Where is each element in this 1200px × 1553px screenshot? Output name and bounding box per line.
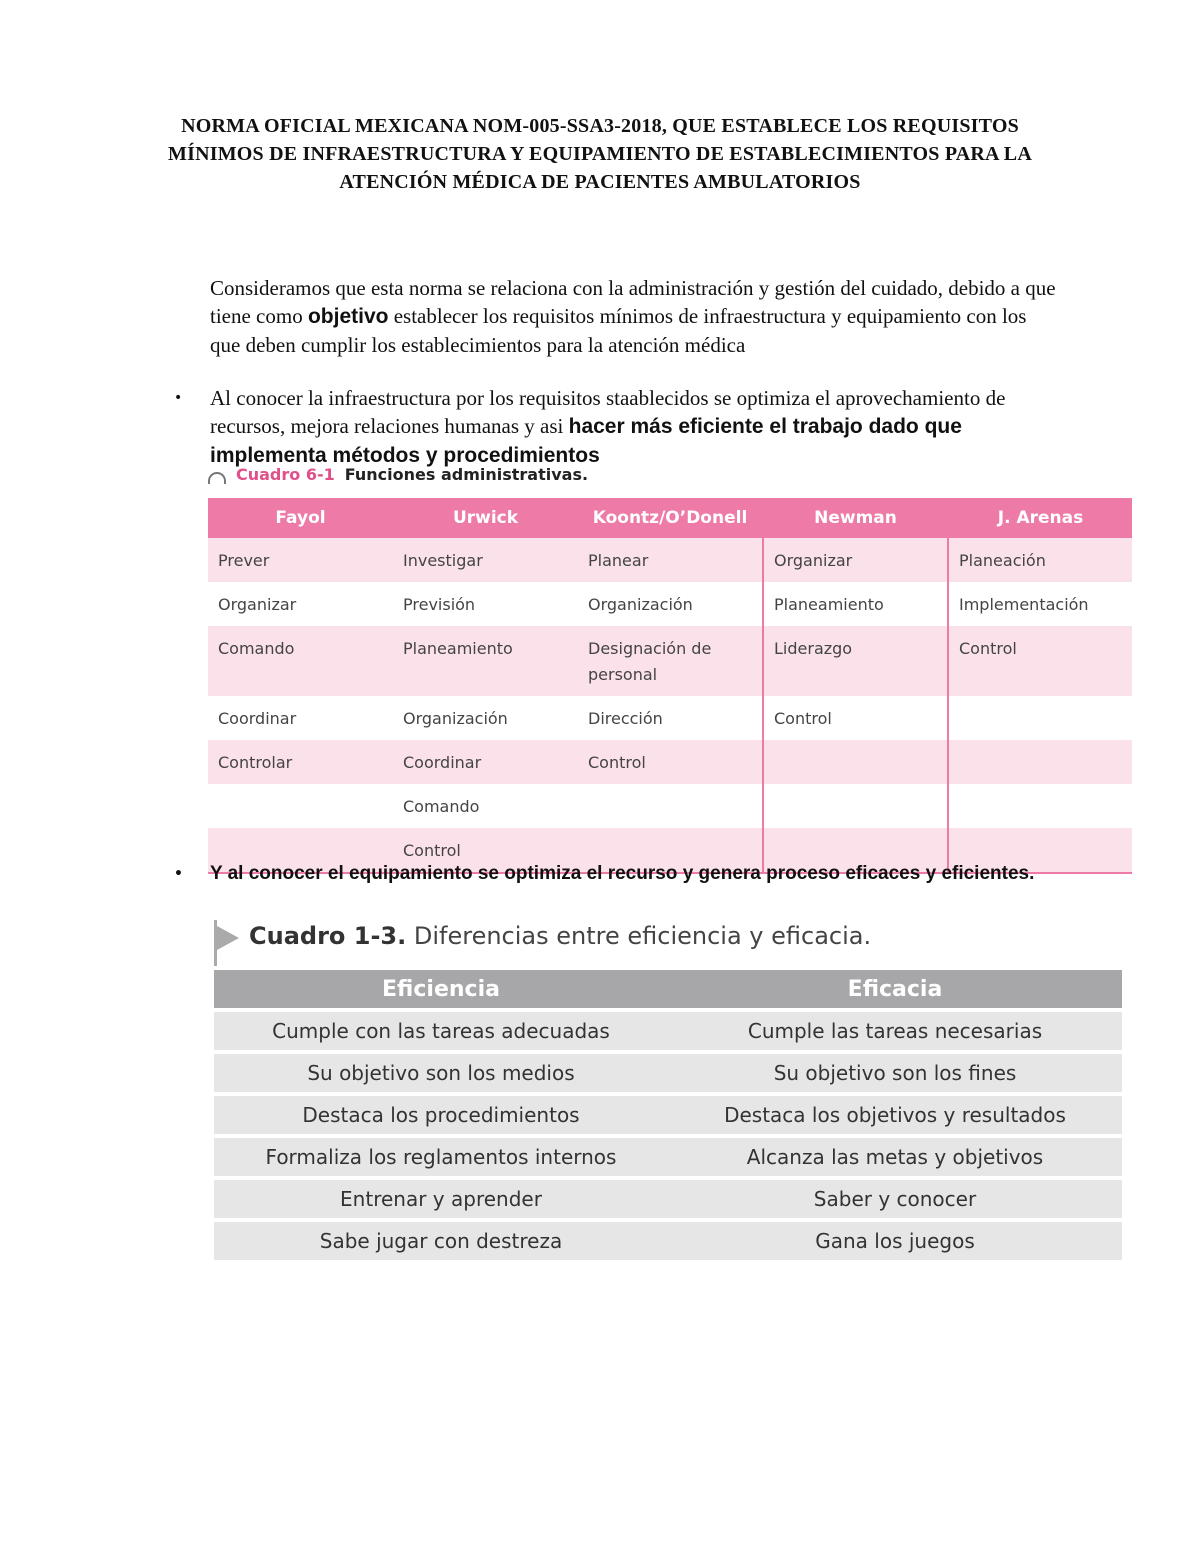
bullet-item-infraestructura <box>174 384 1060 470</box>
table-cell: Liderazgo <box>763 626 948 696</box>
table-cell: Comando <box>393 784 578 828</box>
table-cell: Control <box>393 828 578 873</box>
table-cell: Planear <box>578 538 763 582</box>
table-row <box>214 1180 1122 1218</box>
table-row <box>208 784 1132 828</box>
table-row <box>208 626 1132 696</box>
table-header-cell: Eficacia <box>668 970 1122 1008</box>
bullet1-text: Al conocer la infraestructura por los requisitos staablecidos se optimiza el aprovechamiento de recursos, mejora relaciones humanas y asi <box>210 386 1006 438</box>
eficiencia-eficacia-table <box>214 966 1122 1264</box>
table-cell: Sabe jugar con destreza <box>214 1222 668 1260</box>
table-cell: Organizar <box>208 582 393 626</box>
table-cell: Saber y conocer <box>668 1180 1122 1218</box>
cuadro-1-3-title: Diferencias entre eficiencia y eficacia. <box>413 922 872 950</box>
intro-paragraph <box>210 274 1060 359</box>
bullet1-bold-text: hacer más eficiente el trabajo dado que implementa métodos y procedimientos <box>210 415 962 467</box>
table-cell: Su objetivo son los medios <box>214 1054 668 1092</box>
cuadro-1-3-caption <box>214 920 1125 966</box>
cuadro-1-3-number: Cuadro 1-3. <box>249 922 407 950</box>
bullet-item-equipamiento <box>174 860 1060 888</box>
table-cell <box>763 740 948 784</box>
table-row <box>208 582 1132 626</box>
table-cell: Cumple con las tareas adecuadas <box>214 1012 668 1050</box>
funciones-administrativas-table <box>208 498 1132 874</box>
table-cell: Planeamiento <box>393 626 578 696</box>
table-row <box>208 696 1132 740</box>
bullet2-text: Y al conocer el equipamiento se optimiza el recurso y genera proceso eficaces y eficientes. <box>210 863 1035 884</box>
intro-text-2: establecer los requisitos mínimos de infraestructura y equipamiento con los que deben cumplir los establecimientos para la atención médica <box>210 304 1027 357</box>
table-cell <box>948 696 1132 740</box>
caption-triangle-icon <box>217 926 239 950</box>
table-cell: Organización <box>393 696 578 740</box>
table-cell: Destaca los objetivos y resultados <box>668 1096 1122 1134</box>
table-cell: Control <box>578 740 763 784</box>
table-cell: Investigar <box>393 538 578 582</box>
table-cell: Coordinar <box>208 696 393 740</box>
table-cell: Planeamiento <box>763 582 948 626</box>
table-cell: Previsión <box>393 582 578 626</box>
table-row <box>208 538 1132 582</box>
table-cell: Control <box>763 696 948 740</box>
table-cell <box>948 784 1132 828</box>
table-cell: Implementación <box>948 582 1132 626</box>
table-cell: Dirección <box>578 696 763 740</box>
table-cell: Designación de personal <box>578 626 763 696</box>
table-header-cell: Newman <box>763 498 948 538</box>
table-cell: Prever <box>208 538 393 582</box>
table-row <box>214 1096 1122 1134</box>
table-header-cell: Urwick <box>393 498 578 538</box>
table-cell: Entrenar y aprender <box>214 1180 668 1218</box>
table-cell <box>948 740 1132 784</box>
table-header-cell: Koontz/O’Donell <box>578 498 763 538</box>
table-header-row <box>208 498 1132 538</box>
table-row <box>214 1054 1122 1092</box>
table-cell <box>763 784 948 828</box>
intro-text-1: Consideramos que esta norma se relaciona con la administración y gestión del cuidado, debido a que tiene como <box>210 276 1056 328</box>
table-header-cell: Fayol <box>208 498 393 538</box>
table-row <box>214 1138 1122 1176</box>
table-cell: Destaca los procedimientos <box>214 1096 668 1134</box>
table-cell: Formaliza los reglamentos internos <box>214 1138 668 1176</box>
table-cell: Su objetivo son los fines <box>668 1054 1122 1092</box>
table-cell: Organizar <box>763 538 948 582</box>
table-header-row <box>214 970 1122 1008</box>
cuadro-6-1-caption <box>208 464 588 486</box>
bullet-marker: • <box>174 390 183 406</box>
table-row <box>214 1012 1122 1050</box>
cuadro-6-1-number: Cuadro 6-1 <box>236 465 335 484</box>
table-cell: Comando <box>208 626 393 696</box>
table-row <box>208 740 1132 784</box>
table-cell: Gana los juegos <box>668 1222 1122 1260</box>
table-header-cell: J. Arenas <box>948 498 1132 538</box>
table-cell: Controlar <box>208 740 393 784</box>
table-cell: Planeación <box>948 538 1132 582</box>
cuadro-6-1-title: Funciones administrativas. <box>344 465 589 484</box>
table-cell: Organización <box>578 582 763 626</box>
caption-arc-icon <box>208 472 226 484</box>
document-title: NORMA OFICIAL MEXICANA NOM-005-SSA3-2018, QUE ESTABLECE LOS REQUISITOS MÍNIMOS DE INFRAESTRUCTURA Y EQUIPAMIENTO DE ESTABLECIMIENTOS PARA LA ATENCIÓN MÉDICA DE PACIENTES AMBULATORIOS <box>168 115 1032 193</box>
table-cell: Cumple las tareas necesarias <box>668 1012 1122 1050</box>
table-cell: Alcanza las metas y objetivos <box>668 1138 1122 1176</box>
table-row <box>214 1222 1122 1260</box>
table-cell: Control <box>948 626 1132 696</box>
intro-bold-word: objetivo <box>307 305 389 328</box>
table-header-cell: Eficiencia <box>214 970 668 1008</box>
table-cell <box>208 784 393 828</box>
table-cell <box>578 784 763 828</box>
bullet-marker: • <box>174 866 183 882</box>
table-cell: Coordinar <box>393 740 578 784</box>
cuadro-1-3-title-line <box>249 920 871 952</box>
